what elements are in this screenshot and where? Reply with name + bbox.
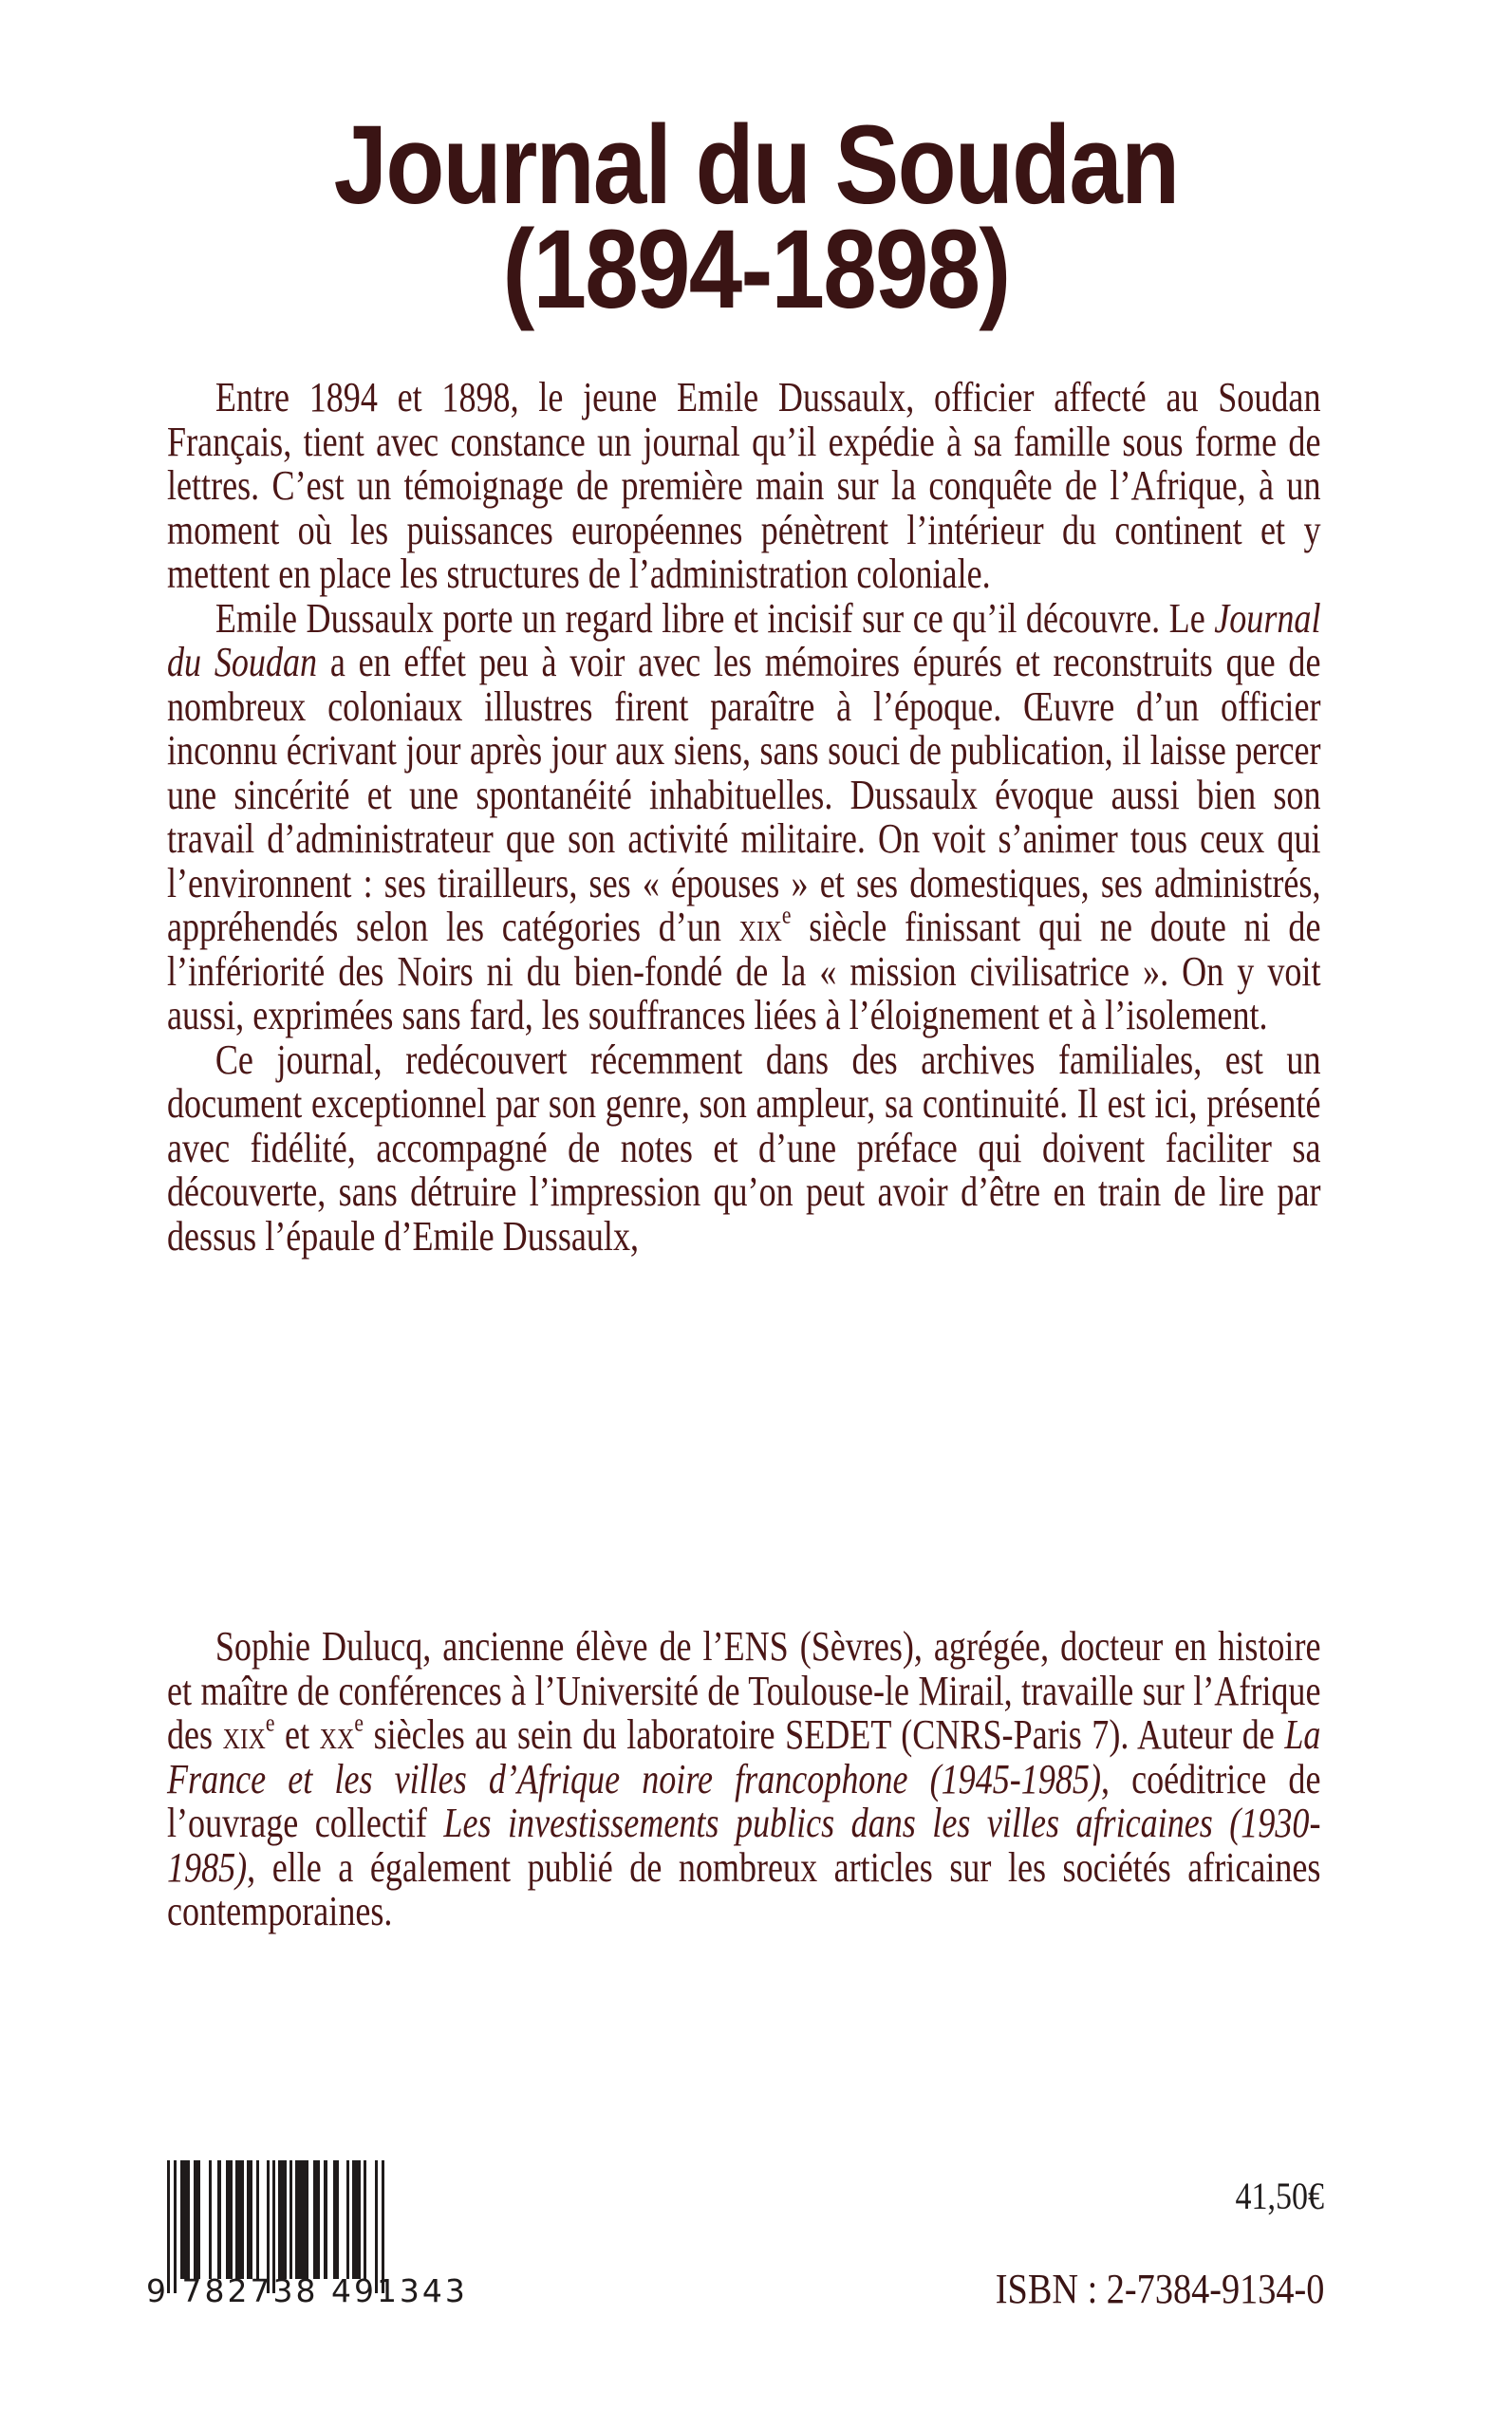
author-bio-paragraph xyxy=(167,1625,1320,1934)
italic-title: Journal du Soudan xyxy=(167,594,1321,685)
isbn-label: ISBN : 2-7384-9134-0 xyxy=(995,2266,1324,2312)
bio-text: , coéditrice de l’ouvrage collectif xyxy=(167,1755,1321,1846)
century-superscript: e xyxy=(354,1708,364,1737)
century-superscript: e xyxy=(781,900,792,929)
book-title-dates: (1894-1898) xyxy=(502,207,1010,332)
italic-book-title: Les investissements publics dans les villes africaines (1930-1985) xyxy=(167,1800,1321,1891)
barcode-digits: 9 782738 491343 xyxy=(146,2272,468,2309)
century-numeral: xix xyxy=(222,1711,266,1758)
bio-text: Sophie Dulucq, ancienne élève de l’ENS (Sèvres), agrégée, docteur en histoire et maître de conférences à l’Université de Toulouse-le Mirail, travaille sur l’Afrique des xyxy=(167,1623,1321,1758)
bio-text: siècles au sein du laboratoire SEDET (CNRS-Paris 7). Auteur de xyxy=(363,1711,1285,1758)
description-paragraph-2 xyxy=(167,594,1321,1038)
century-superscript: e xyxy=(265,1708,275,1737)
price-label: 41,50€ xyxy=(1235,2175,1324,2217)
italic-book-title: La France et les villes d’Afrique noire francophone (1945-1985) xyxy=(167,1711,1321,1802)
book-title: Journal du Soudan xyxy=(333,103,1179,228)
description-paragraph-3: Ce journal, redécouvert récemment dans des archives familiales, est un document exceptionnel par son genre, son ampleur, sa continuité. Il est ici, présenté avec fidélité, accompagné de notes et d’une préface qui doivent faciliter sa découverte, sans détruire l’impression qu’on peut avoir d’être en train de lire par dessus l’épaule d’Emile Dussaulx, xyxy=(167,1036,1321,1260)
isbn-barcode xyxy=(146,2160,468,2309)
description-paragraph-1: Entre 1894 et 1898, le jeune Emile Dussaulx, officier affecté au Soudan Français, tient avec constance un journal qu’il expédie à sa famille sous forme de lettres. C’est un témoignage de première main sur la conquête de l’Afrique, à un moment où les puissances européennes pénètrent l’intérieur du continent et y mettent en place les structures de l’administration coloniale. xyxy=(167,374,1321,597)
century-numeral: xix xyxy=(738,904,782,950)
paragraph-text: Emile Dussaulx porte un regard libre et incisif sur ce qu’il découvre. Le xyxy=(215,594,1215,642)
book-description xyxy=(167,376,1320,1259)
barcode-bars xyxy=(167,2160,457,2279)
bio-text: , elle a également publié de nombreux articles sur les sociétés africaines contemporaines. xyxy=(167,1843,1321,1934)
author-bio xyxy=(167,1625,1320,1934)
paragraph-text: siècle finissant qui ne doute ni de l’infériorité des Noirs ni du bien-fondé de la « mission civilisatrice ». On y voit aussi, exprimées sans fard, les souffrances liées à l’éloignement et à l’isolement. xyxy=(167,904,1321,1038)
paragraph-text: a en effet peu à voir avec les mémoires épurés et reconstruits que de nombreux coloniaux illustres firent paraître à l’époque. Œuvre d’un officier inconnu écrivant jour après jour aux siens, sans souci de publication, il laisse percer une sincérité et une spontanéité inhabituelles. Dussaulx évoque aussi bien son travail d’administrateur que son activité militaire. On voit s’animer tous ceux qui l’environnent : ses tirailleurs, ses « épouses » et ses domestiques, ses administrés, appréhendés selon les catégories d’un xyxy=(167,639,1321,950)
century-numeral: xx xyxy=(319,1711,355,1758)
bio-text: et xyxy=(274,1711,320,1758)
